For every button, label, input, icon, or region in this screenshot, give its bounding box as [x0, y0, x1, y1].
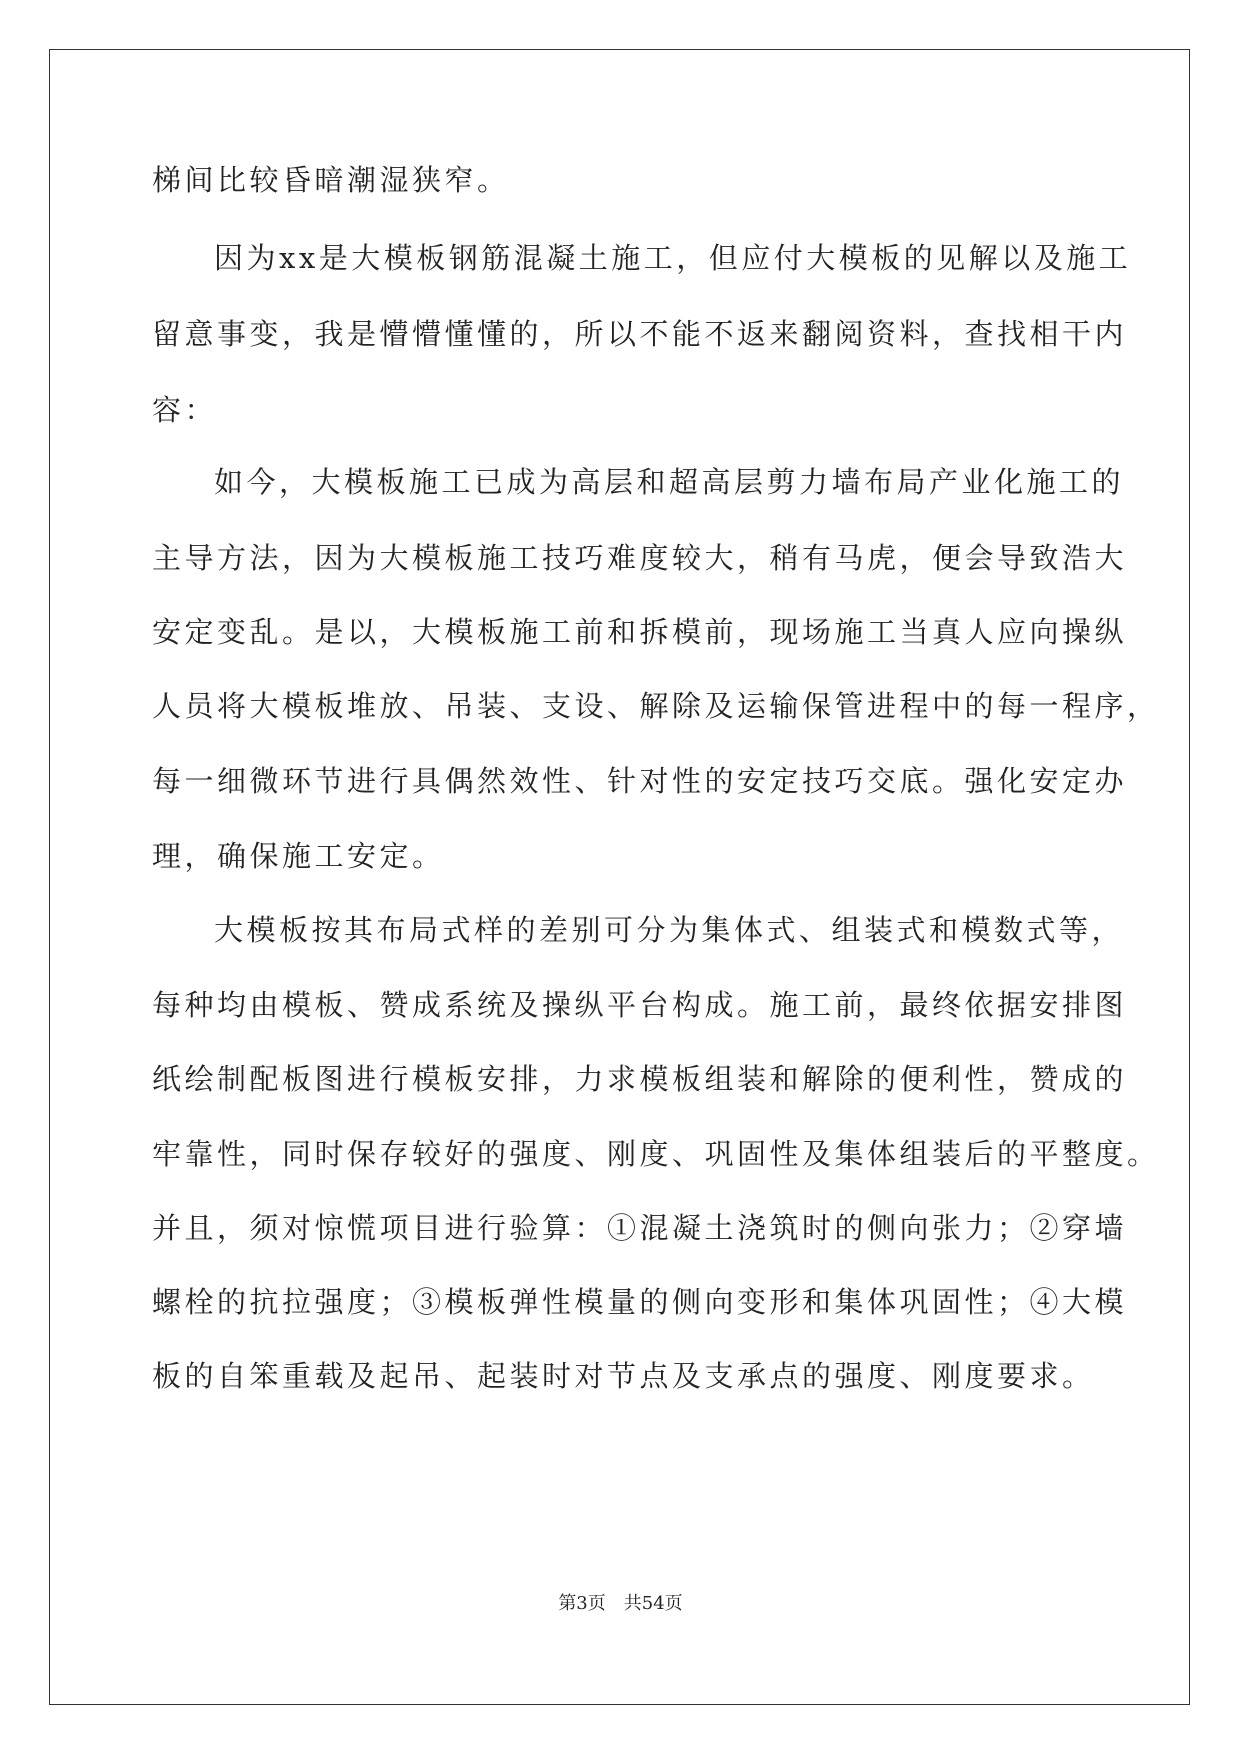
- text-line: 螺栓的抗拉强度；③模板弹性模量的侧向变形和集体巩固性；④大模: [152, 1285, 1128, 1319]
- text-line: 每一细微环节进行具偶然效性、针对性的安定技巧交底。强化安定办: [152, 764, 1128, 798]
- paragraph-first-line: 如今，大模板施工已成为高层和超高层剪力墙布局产业化施工的: [214, 465, 1125, 499]
- text-line: 纸绘制配板图进行模板安排，力求模板组装和解除的便利性，赞成的: [152, 1062, 1128, 1096]
- paragraph-first-line: 因为xx是大模板钢筋混凝土施工，但应付大模板的见解以及施工: [214, 241, 1132, 275]
- text-line: 理，确保施工安定。: [152, 839, 445, 873]
- paragraph-first-line: 大模板按其布局式样的差别可分为集体式、组装式和模数式等，: [214, 913, 1125, 947]
- text-line: 每种均由模板、赞成系统及操纵平台构成。施工前，最终依据安排图: [152, 988, 1128, 1022]
- page-border: [49, 49, 1190, 1705]
- text-line: 梯间比较昏暗潮湿狭窄。: [152, 163, 510, 197]
- text-line: 牢靠性，同时保存较好的强度、刚度、巩固性及集体组装后的平整度。: [152, 1137, 1160, 1171]
- page-number: 第3页: [558, 1593, 606, 1614]
- text-line: 容：: [152, 393, 218, 427]
- text-line: 板的自笨重载及起吊、起装时对节点及支承点的强度、刚度要求。: [152, 1359, 1095, 1393]
- text-line: 留意事变，我是懵懵懂懂的，所以不能不返来翻阅资料，查找相干内: [152, 317, 1128, 351]
- text-line: 人员将大模板堆放、吊装、支设、解除及运输保管进程中的每一程序，: [152, 689, 1160, 723]
- page-footer: [0, 1592, 1241, 1616]
- text-line: 主导方法，因为大模板施工技巧难度较大，稍有马虎，便会导致浩大: [152, 541, 1128, 575]
- page-total: 共54页: [623, 1593, 683, 1614]
- text-line: 并且，须对惊慌项目进行验算：①混凝土浇筑时的侧向张力；②穿墙: [152, 1211, 1128, 1245]
- text-line: 安定变乱。是以，大模板施工前和拆模前，现场施工当真人应向操纵: [152, 615, 1128, 649]
